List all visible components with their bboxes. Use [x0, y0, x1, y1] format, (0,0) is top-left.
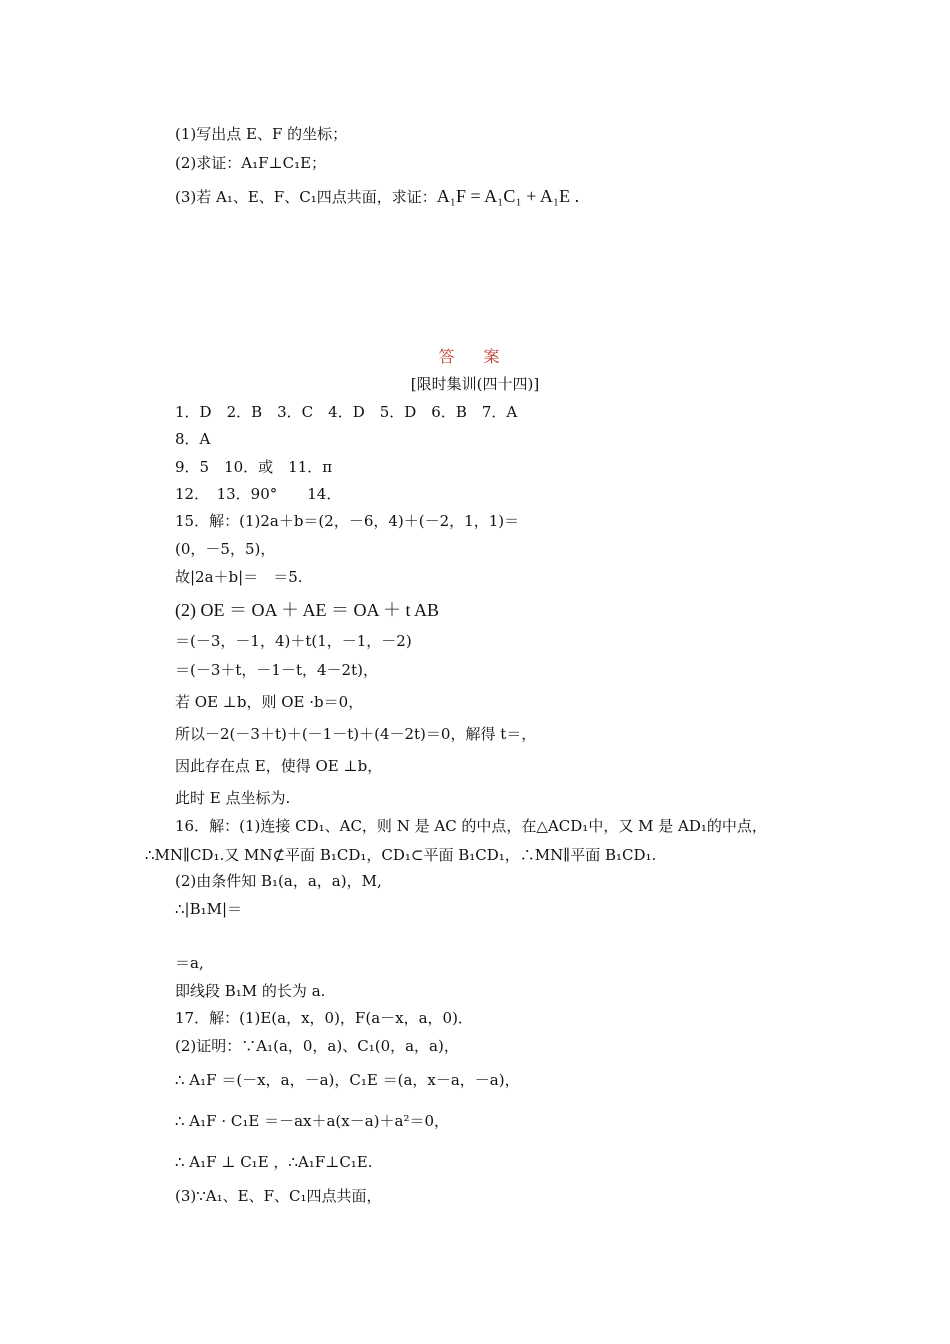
answer-line: ＝(－3＋t，－1－t，4－2t)，	[175, 661, 378, 679]
answer-line: 因此存在点 E，使得 OE ⊥b，	[175, 757, 383, 775]
answer-line: ＝(－3，－1，4)＋t(1，－1，－2)	[175, 632, 412, 650]
answer-line: ∴ A₁F ⊥ C₁E ，∴A₁F⊥C₁E.	[175, 1153, 373, 1171]
answer-line: 所以－2(－3＋t)＋(－1－t)＋(4－2t)＝0，解得 t＝，	[175, 725, 537, 743]
answer-line: (2)由条件知 B₁(a，a，a)，M,	[175, 872, 382, 890]
question-3	[175, 186, 579, 207]
answer-line: 12． 13．90° 14．	[175, 485, 342, 503]
question-3-text: (3)若 A₁、E、F、C₁四点共面，求证：	[175, 188, 437, 206]
answer-line: 17．解：(1)E(a，x，0)，F(a－x，a，0)．	[175, 1009, 473, 1027]
question-3-formula: A₁F = A₁C₁ + A₁E .	[436, 186, 580, 206]
answer-line: 15．解：(1)2a＋b＝(2，－6，4)＋(－2，1，1)＝	[175, 512, 520, 530]
answer-line: ＝a,	[175, 954, 204, 972]
answer-line: (3)∵A₁、E、F、C₁四点共面，	[175, 1187, 382, 1205]
answer-line: ∴ A₁F ＝(－x，a，－a)，C₁E ＝(a，x－a，－a)，	[175, 1071, 520, 1089]
question-2: (2)求证：A₁F⊥C₁E；	[175, 154, 327, 172]
question-1: (1)写出点 E、F 的坐标；	[175, 125, 348, 143]
answer-line: 16．解：(1)连接 CD₁、AC，则 N 是 AC 的中点，在△ACD₁中，又 M 是 AD₁的中点，	[175, 817, 767, 835]
answer-line: ∴ A₁F · C₁E ＝－ax＋a(x－a)＋a²＝0，	[175, 1112, 450, 1130]
answer-line: (2) OE ＝ OA ＋ AE ＝ OA ＋ t AB	[175, 600, 440, 620]
answer-line: 1．D 2．B 3．C 4．D 5．D 6．B 7．A	[175, 403, 518, 421]
answer-line: 若 OE ⊥b，则 OE ·b＝0，	[175, 693, 364, 711]
answer-title: 答 案	[438, 347, 512, 366]
answer-line: 故|2a＋b|＝ ＝5.	[175, 568, 303, 586]
answer-line: 8．A	[175, 430, 211, 448]
answer-line: (0，－5，5)，	[175, 540, 276, 558]
answer-line: 此时 E 点坐标为.	[175, 789, 291, 807]
answer-line: ∴|B₁M|＝	[175, 900, 243, 918]
answer-subtitle: [限时集训(四十四)]	[410, 375, 540, 393]
answer-line: ∴MN∥CD₁.又 MN⊄平面 B₁CD₁，CD₁⊂平面 B₁CD₁，∴MN∥平面 B₁CD₁.	[145, 846, 657, 864]
answer-line: 即线段 B₁M 的长为 a.	[175, 982, 326, 1000]
answer-line: 9．5 10．或 11．π	[175, 458, 333, 476]
answer-line: (2)证明：∵A₁(a，0，a)、C₁(0，a，a)，	[175, 1037, 459, 1055]
